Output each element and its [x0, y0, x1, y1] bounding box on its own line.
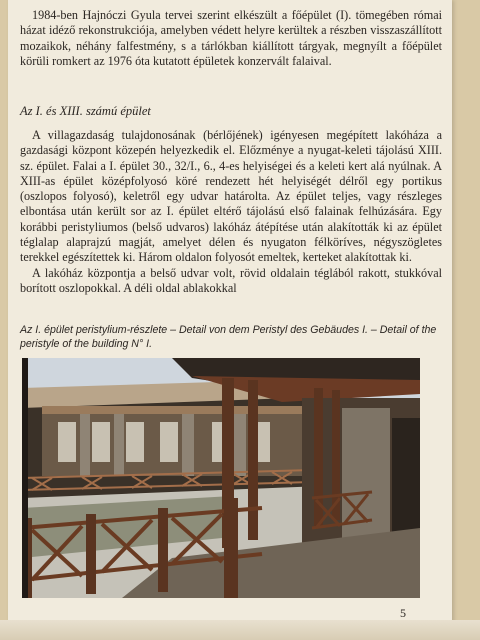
- document-page: [8, 0, 452, 636]
- building-paragraph: A villagazdaság tulajdonosának (bérlőjének) igényesen megépített lakóháza a gazdasági központ közepén helyezkedik el. Előzménye a nyugat-keleti tájolású XIII. sz. épület. Falai a I. épület 30., 32/I., 6., 4-es helyiségei és a keleti kert alá nyúlnak. A XIII-as épület középfolyosó köré rendezett hét helyiségét délről egy portikus (oszlopos folyosó), keletről egy udvar határolta. Az épület teljes, vagy részleges elbontása után került sor az I. épület eltérő tájolású első falainak felhúzására. Egy korábbi peristyliumos (belső udvaros) lakóház átépítése után alakították ki az épület téglalap alaprajzú magját, amelyet délen és nyugaton félköríves, négyszögletes terekkel egészítettek ki. Három oldalon folyosót emeltek, kerteket alakítottak ki.: [20, 128, 442, 265]
- page-number: 5: [400, 606, 406, 620]
- peristyle-photo-drawing: [22, 358, 420, 598]
- courtyard-paragraph: A lakóház központja a belső udvar volt, rövid oldalain téglából rakott, stukkóval borított oszlopokkal. A déli oldal ablakokkal: [20, 265, 442, 295]
- body-text: [20, 128, 442, 296]
- intro-paragraph: 1984-ben Hajnóczi Gyula tervei szerint elkészült a főépület (I). tömegében római házat idéző rekonstrukciója, amelyben védett helyre kerültek a részben visszaszállított mozaikok, néhány falfestmény, s a tárlókban kiállított tárgyak, megnyílt a főépület körüli romkert az 1976 óta kutatott épületek konzervált falaival.: [20, 8, 442, 68]
- photo-caption: Az I. épület peristylium-részlete – Detail von dem Peristyl des Gebäudes I. – Detail of the peristyle of the building N° I.: [20, 324, 437, 350]
- section-heading: Az I. és XIII. számú épület: [20, 104, 151, 118]
- bottom-edge: [0, 620, 480, 640]
- peristyle-photo: [22, 358, 420, 598]
